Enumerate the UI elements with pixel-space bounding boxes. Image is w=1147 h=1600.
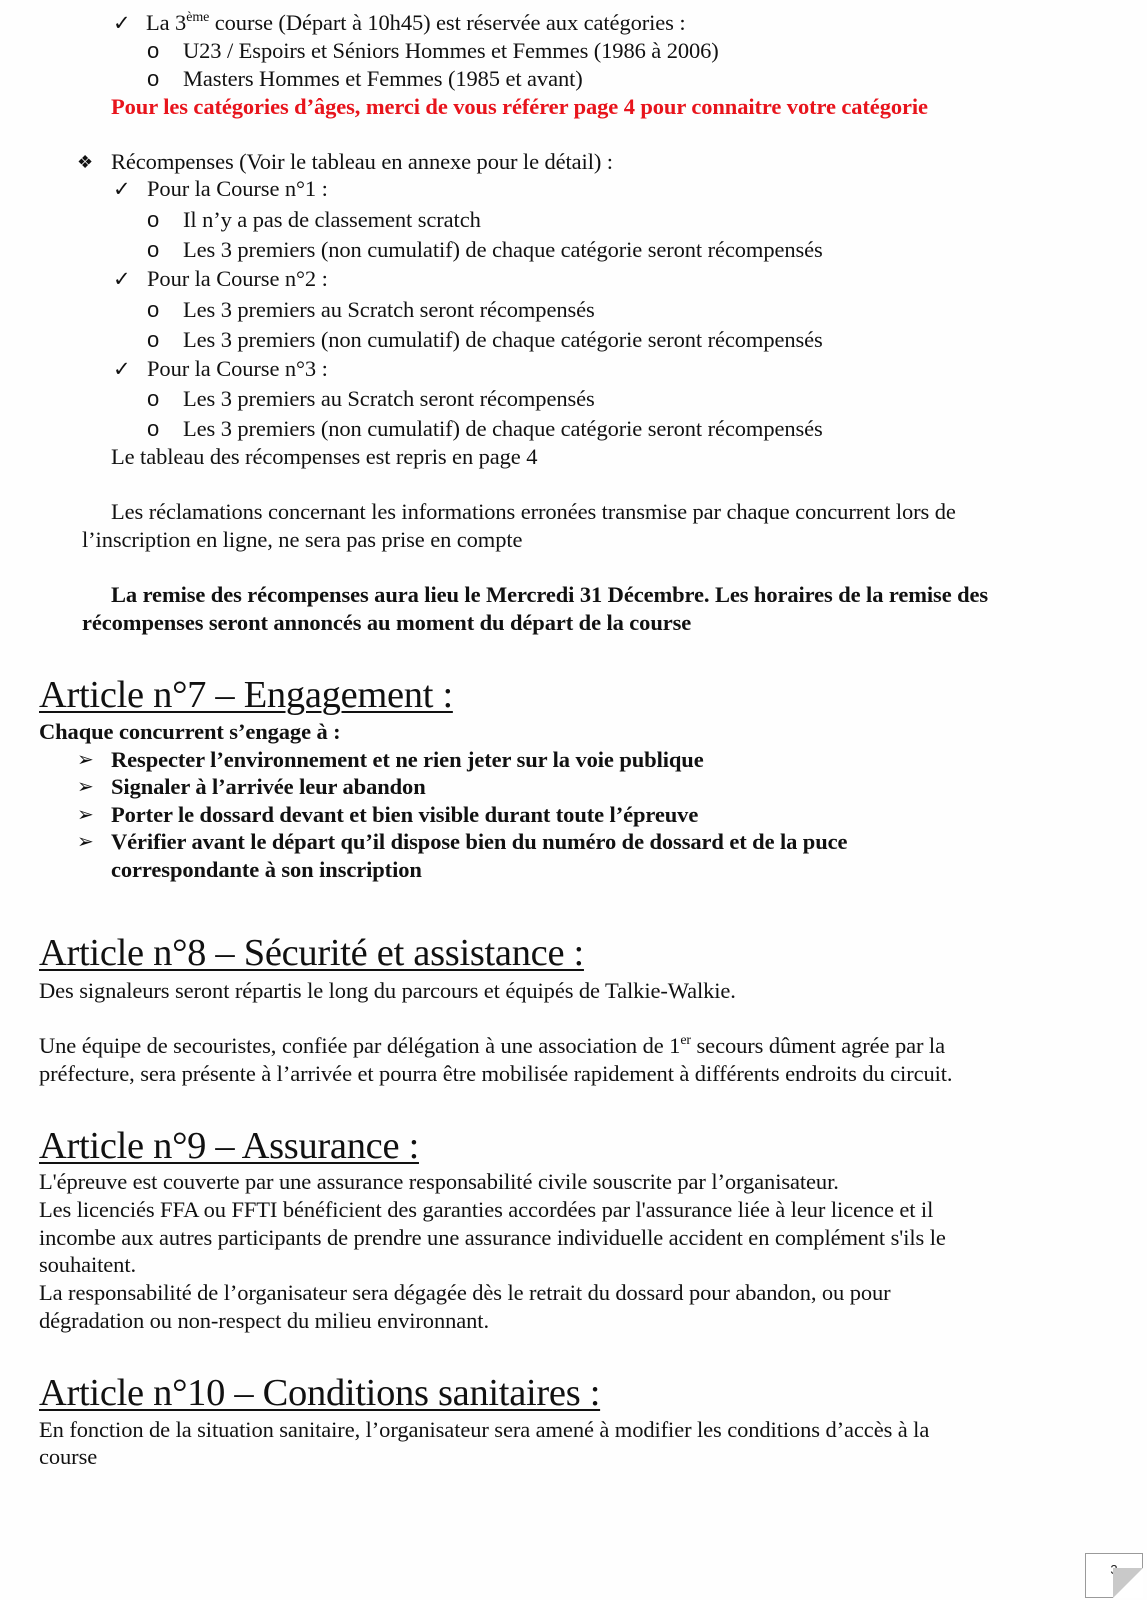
circle-bullet-icon: o bbox=[147, 297, 160, 322]
page-curl-icon bbox=[1113, 1568, 1143, 1598]
course-label: Pour la Course n°3 : bbox=[147, 356, 328, 381]
checkmark-icon: ✓ bbox=[113, 357, 131, 381]
article10-line: course bbox=[39, 1444, 98, 1469]
course-label: Pour la Course n°1 : bbox=[147, 176, 328, 201]
commitment-item: Porter le dossard devant et bien visible durant toute l’épreuve bbox=[111, 802, 699, 827]
arrow-bullet-icon: ➢ bbox=[77, 804, 94, 826]
article8-para2-suffix: secours dûment agrée par la bbox=[691, 1033, 945, 1058]
commitment-item: Signaler à l’arrivée leur abandon bbox=[111, 774, 426, 799]
claims-paragraph-line: Les réclamations concernant les informations erronées transmise par chaque concurrent lors de bbox=[111, 499, 956, 524]
diamond-bullet-icon: ❖ bbox=[77, 152, 94, 172]
course-reward-item: Les 3 premiers (non cumulatif) de chaque catégorie seront récompensés bbox=[183, 416, 823, 441]
circle-bullet-icon: o bbox=[147, 207, 160, 232]
article7-lead: Chaque concurrent s’engage à : bbox=[39, 719, 341, 744]
claims-paragraph-line: l’inscription en ligne, ne sera pas prise en compte bbox=[82, 527, 523, 552]
article9-line: incombe aux autres participants de prendre une assurance individuelle accident en complément s'ils le bbox=[39, 1225, 946, 1250]
page-number-badge bbox=[1085, 1553, 1143, 1598]
course-reward-item: Les 3 premiers (non cumulatif) de chaque catégorie seront récompensés bbox=[183, 327, 823, 352]
ceremony-paragraph-line: récompenses seront annoncés au moment du départ de la course bbox=[82, 610, 692, 635]
circle-bullet-icon: o bbox=[147, 327, 160, 352]
checkmark-icon: ✓ bbox=[113, 177, 131, 201]
article9-line: dégradation ou non-respect du milieu environnant. bbox=[39, 1308, 489, 1333]
arrow-bullet-icon: ➢ bbox=[77, 831, 94, 853]
category-item: Masters Hommes et Femmes (1985 et avant) bbox=[183, 66, 583, 91]
article9-line: L'épreuve est couverte par une assurance responsabilité civile souscrite par l’organisateur. bbox=[39, 1169, 839, 1194]
article9-line: La responsabilité de l’organisateur sera dégagée dès le retrait du dossard pour abandon, ou pour bbox=[39, 1280, 891, 1305]
circle-bullet-icon: o bbox=[147, 66, 160, 91]
article9-heading: Article n°9 – Assurance : bbox=[39, 1125, 419, 1167]
article8-para2-prefix: Une équipe de secouristes, confiée par délégation à une association de 1 bbox=[39, 1033, 681, 1058]
article8-paragraph: Des signaleurs seront répartis le long du parcours et équipés de Talkie-Walkie. bbox=[39, 978, 736, 1003]
article9-line: Les licenciés FFA ou FFTI bénéficient des garanties accordées par l'assurance liée à leur licence et il bbox=[39, 1197, 934, 1222]
course-label: Pour la Course n°2 : bbox=[147, 266, 328, 291]
page-number: 3 bbox=[1110, 1562, 1118, 1577]
race3-description bbox=[146, 9, 686, 37]
circle-bullet-icon: o bbox=[147, 386, 160, 411]
arrow-bullet-icon: ➢ bbox=[77, 776, 94, 798]
course-reward-item: Les 3 premiers (non cumulatif) de chaque catégorie seront récompensés bbox=[183, 237, 823, 262]
ceremony-paragraph-line: La remise des récompenses aura lieu le Mercredi 31 Décembre. Les horaires de la remise des bbox=[111, 582, 989, 607]
course-reward-item: Les 3 premiers au Scratch seront récompensés bbox=[183, 386, 595, 411]
article8-heading: Article n°8 – Sécurité et assistance : bbox=[39, 932, 584, 974]
race3-suffix: course (Départ à 10h45) est réservée aux catégories : bbox=[209, 10, 686, 35]
rewards-table-note: Le tableau des récompenses est repris en page 4 bbox=[111, 444, 538, 469]
category-item: U23 / Espoirs et Séniors Hommes et Femmes (1986 à 2006) bbox=[183, 38, 719, 63]
checkmark-icon: ✓ bbox=[113, 267, 131, 291]
article10-heading: Article n°10 – Conditions sanitaires : bbox=[39, 1372, 601, 1414]
course-reward-item: Il n’y a pas de classement scratch bbox=[183, 207, 481, 232]
race3-superscript: ème bbox=[186, 10, 210, 25]
commitment-item-continuation: correspondante à son inscription bbox=[111, 857, 422, 882]
ordinal-superscript: er bbox=[680, 1033, 691, 1048]
checkmark-icon: ✓ bbox=[113, 11, 131, 35]
rewards-title: Récompenses (Voir le tableau en annexe pour le détail) : bbox=[111, 149, 613, 174]
commitment-item: Respecter l’environnement et ne rien jeter sur la voie publique bbox=[111, 747, 704, 772]
article8-paragraph bbox=[39, 1032, 945, 1060]
circle-bullet-icon: o bbox=[147, 38, 160, 63]
age-category-notice: Pour les catégories d’âges, merci de vous référer page 4 pour connaitre votre catégorie bbox=[111, 94, 928, 119]
article9-line: souhaitent. bbox=[39, 1252, 137, 1277]
race3-prefix: La 3 bbox=[146, 10, 187, 35]
circle-bullet-icon: o bbox=[147, 237, 160, 262]
article10-line: En fonction de la situation sanitaire, l’organisateur sera amené à modifier les conditions d’accès à la bbox=[39, 1417, 930, 1442]
circle-bullet-icon: o bbox=[147, 416, 160, 441]
article7-heading: Article n°7 – Engagement : bbox=[39, 674, 453, 716]
arrow-bullet-icon: ➢ bbox=[77, 749, 94, 771]
course-reward-item: Les 3 premiers au Scratch seront récompensés bbox=[183, 297, 595, 322]
commitment-item: Vérifier avant le départ qu’il dispose bien du numéro de dossard et de la puce bbox=[111, 829, 848, 854]
article8-paragraph-line: préfecture, sera présente à l’arrivée et pourra être mobilisée rapidement à différents endroits du circuit. bbox=[39, 1061, 953, 1086]
